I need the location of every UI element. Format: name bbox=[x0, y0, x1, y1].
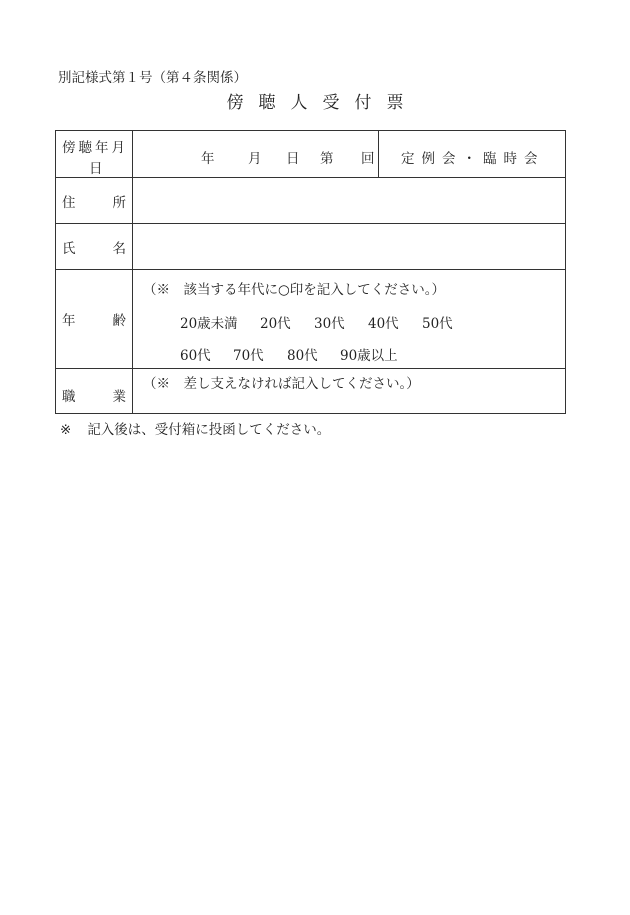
occupation-row bbox=[56, 369, 565, 413]
date-row bbox=[56, 131, 565, 178]
note-text: 記入後は、受付箱に投函してください。 bbox=[87, 422, 331, 438]
date-label-line1: 傍聴年月 bbox=[62, 140, 128, 156]
occupation-label-a: 職 bbox=[62, 388, 76, 405]
name-row bbox=[56, 224, 565, 270]
date-label bbox=[56, 131, 133, 177]
name-field[interactable] bbox=[133, 224, 565, 269]
session-prefix: 第 bbox=[320, 151, 334, 167]
age-option-50s[interactable]: 50代 bbox=[422, 316, 453, 332]
page-title: 傍聴人受付票 bbox=[226, 93, 419, 113]
reception-form bbox=[55, 130, 566, 414]
age-label-b: 齢 bbox=[112, 313, 126, 329]
age-option-60s[interactable]: 60代 bbox=[180, 348, 211, 364]
name-label-a: 氏 bbox=[62, 240, 76, 257]
age-option-80s[interactable]: 80代 bbox=[287, 348, 318, 364]
address-label-b: 所 bbox=[112, 194, 126, 211]
age-option-70s[interactable]: 70代 bbox=[233, 348, 264, 364]
year-mark: 年 bbox=[201, 151, 215, 167]
occupation-label-b: 業 bbox=[112, 388, 126, 405]
footer-note bbox=[60, 418, 330, 438]
session-suffix: 回 bbox=[361, 151, 375, 167]
name-label-b: 名 bbox=[112, 240, 126, 257]
age-option-20s[interactable]: 20代 bbox=[260, 316, 291, 332]
name-label bbox=[56, 224, 133, 269]
address-label bbox=[56, 178, 133, 223]
age-option-40s[interactable]: 40代 bbox=[368, 316, 399, 332]
age-option-under20[interactable]: 20歳未満 bbox=[180, 316, 238, 332]
day-mark: 日 bbox=[286, 151, 300, 167]
note-mark: ※ bbox=[60, 422, 72, 438]
occupation-label bbox=[56, 369, 133, 413]
occupation-instruction: （※ 差し支えなければ記入してください。） bbox=[143, 376, 420, 392]
age-option-90plus[interactable]: 90歳以上 bbox=[340, 348, 398, 364]
date-field[interactable] bbox=[133, 131, 565, 177]
address-label-a: 住 bbox=[62, 194, 76, 211]
age-row bbox=[56, 270, 565, 369]
address-field[interactable] bbox=[133, 178, 565, 223]
month-mark: 月 bbox=[248, 151, 262, 167]
age-option-30s[interactable]: 30代 bbox=[314, 316, 345, 332]
date-label-line2: 日 bbox=[89, 161, 103, 177]
form-number: 別記様式第１号（第４条関係） bbox=[58, 70, 247, 86]
session-types: 定例会・臨時会 bbox=[401, 151, 545, 167]
date-divider bbox=[378, 131, 379, 177]
age-label bbox=[56, 270, 133, 368]
age-label-a: 年 bbox=[62, 313, 76, 329]
age-instruction: （※ 該当する年代に○印を記入してください。） bbox=[143, 282, 446, 298]
address-row bbox=[56, 178, 565, 224]
occupation-field[interactable] bbox=[133, 369, 565, 413]
age-field bbox=[133, 270, 565, 368]
